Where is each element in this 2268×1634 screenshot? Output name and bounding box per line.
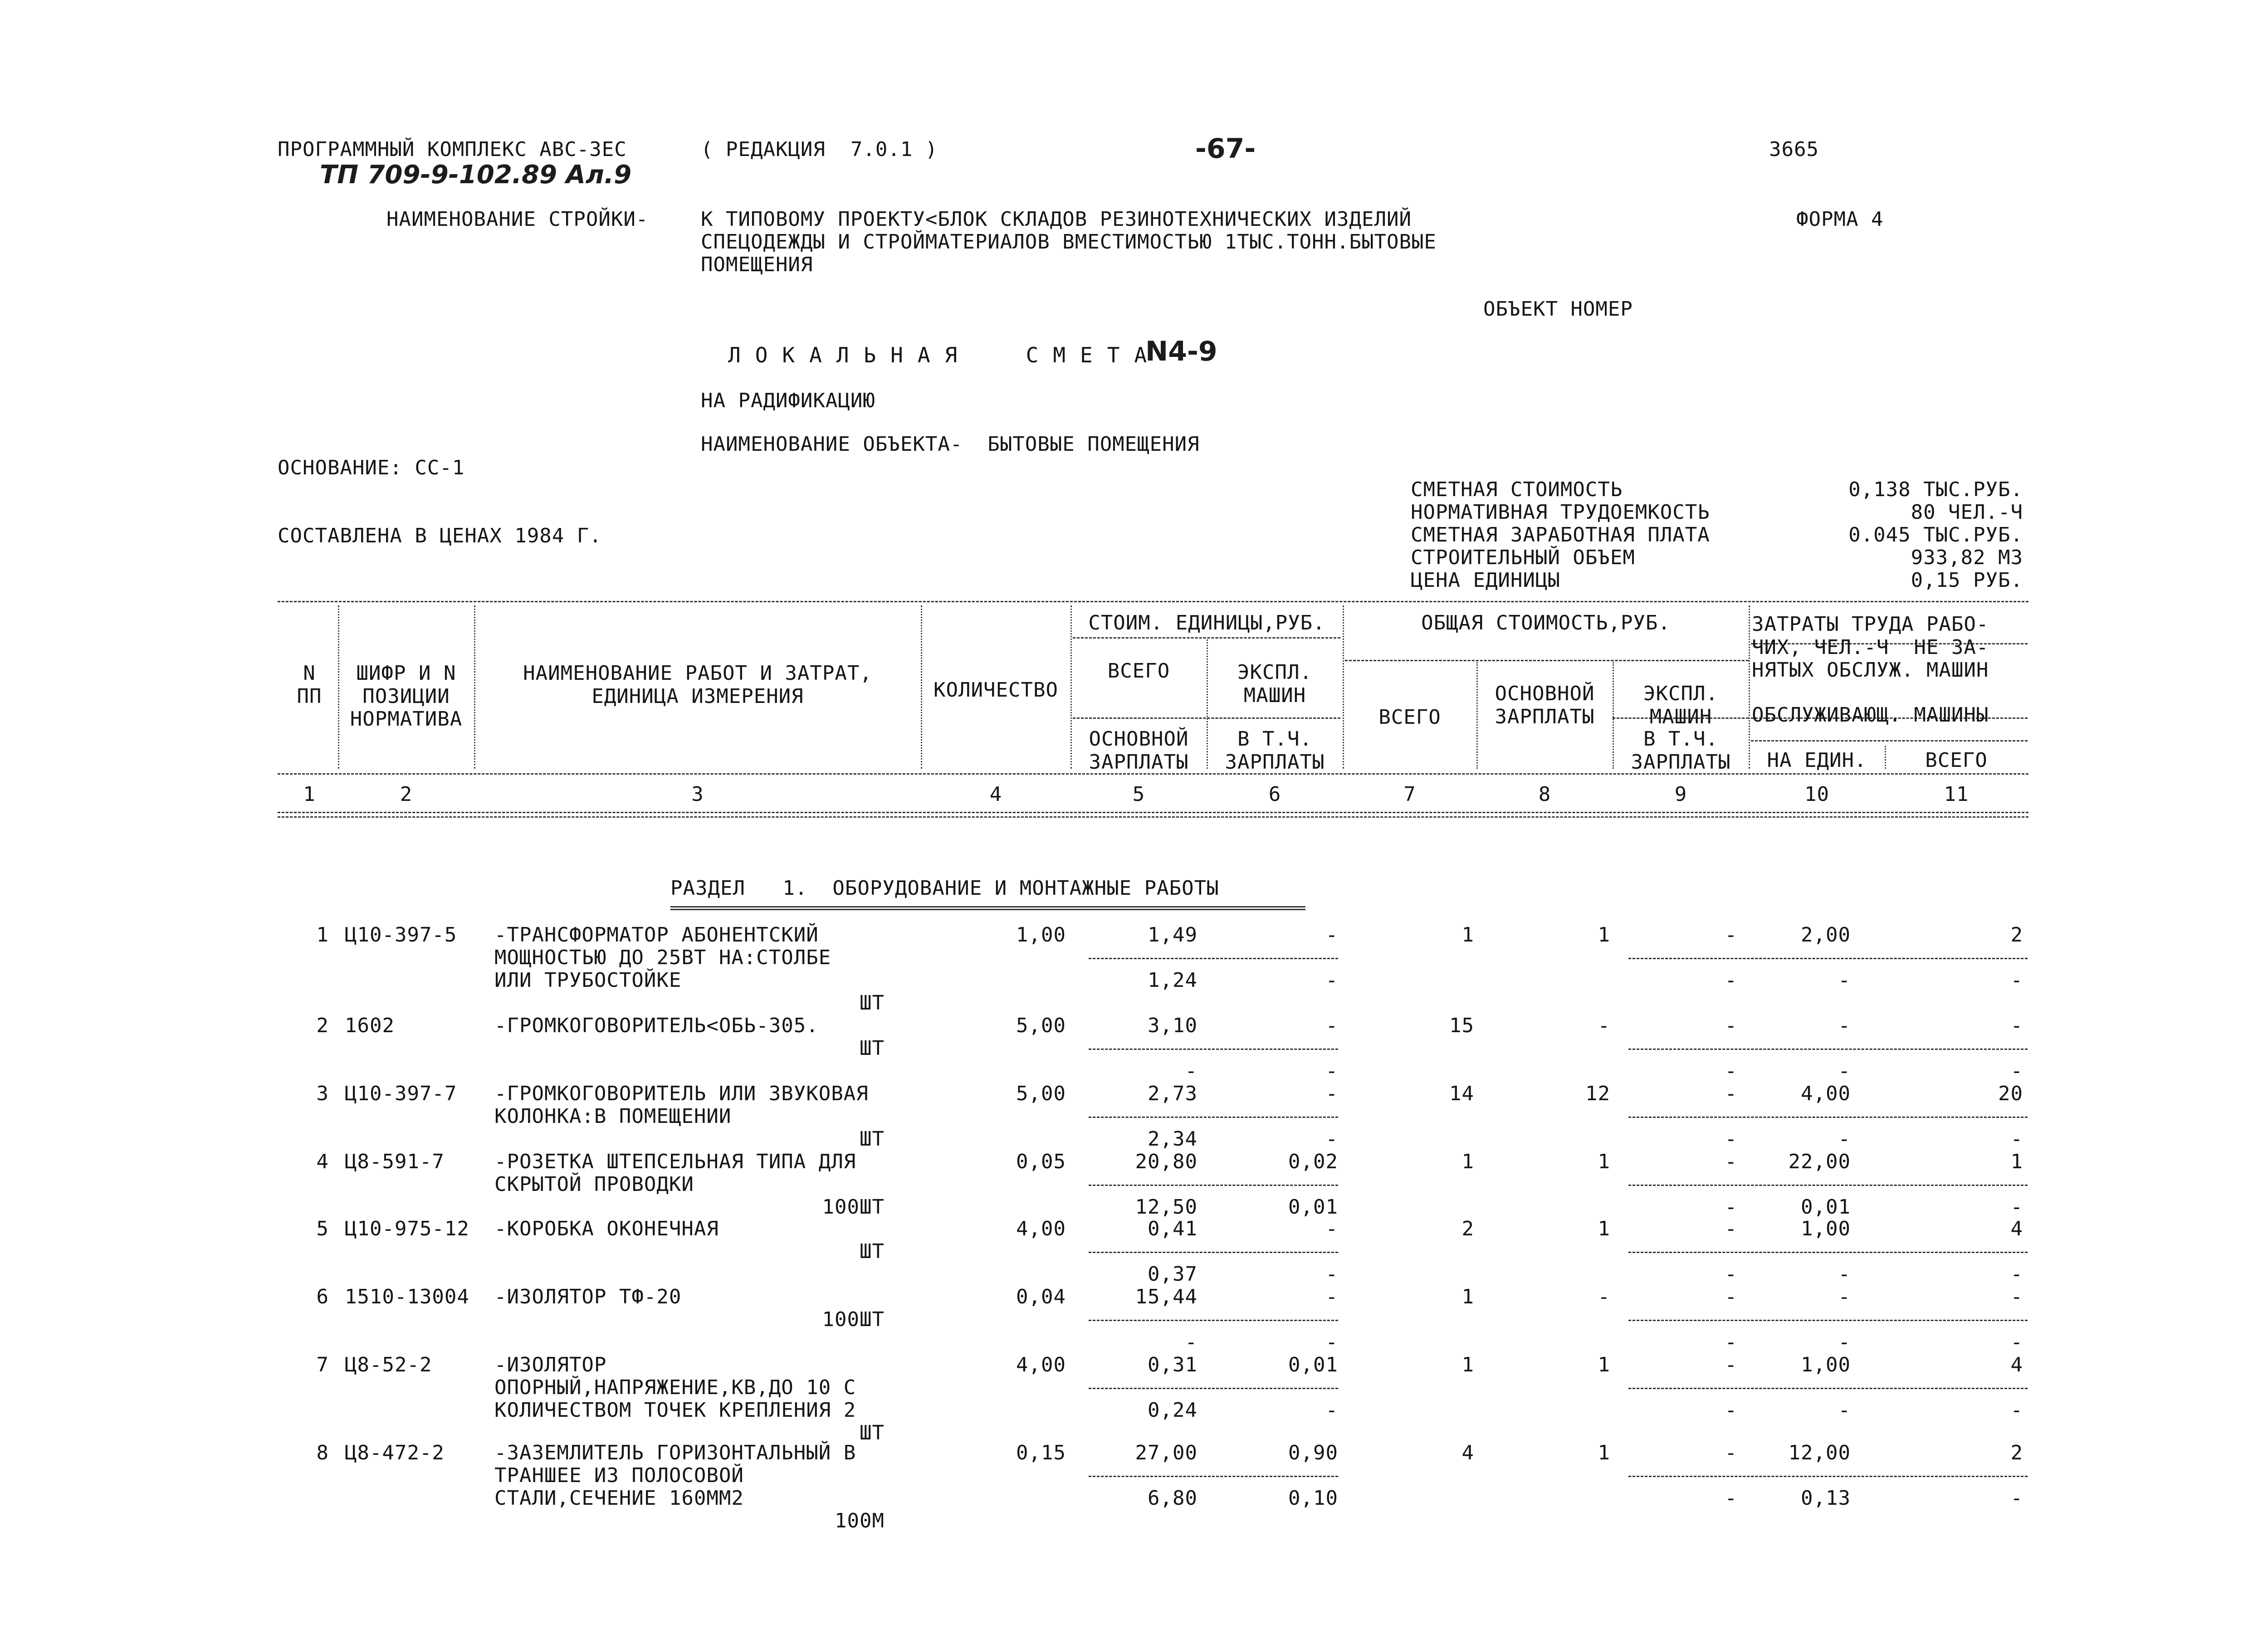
row-total: 1 (1461, 923, 1474, 946)
row-subtotal-rule (1628, 1117, 2028, 1118)
construction-line-3: ПОМЕЩЕНИЯ (701, 253, 813, 276)
row-total-base-pay: 1 (1598, 1441, 1610, 1464)
row-name-line: -ИЗОЛЯТОР (494, 1353, 607, 1376)
row-labor-total: 2 (2010, 1441, 2023, 1464)
col-name: НАИМЕНОВАНИЕ РАБОТ И ЗАТРАТ, ЕДИНИЦА ИЗМЕРЕНИЯ (523, 662, 872, 708)
row-subtotal-rule (1628, 958, 2028, 959)
row-labor-serv-total: - (2010, 969, 2023, 992)
row-total-incl-pay: - (1725, 969, 1737, 992)
row-number: 3 (316, 1082, 329, 1105)
page-number: -67- (1195, 133, 1256, 165)
edition: ( РЕДАКЦИЯ 7.0.1 ) (701, 138, 938, 161)
construction-label: НАИМЕНОВАНИЕ СТРОЙКИ- (386, 208, 649, 231)
row-total: 1 (1461, 1150, 1474, 1173)
row-total-expl: - (1725, 1014, 1737, 1037)
row-unit-base-pay: 6,80 (1148, 1487, 1198, 1510)
summary-label: ЦЕНА ЕДИНИЦЫ (1411, 569, 1560, 592)
row-total-expl: - (1725, 1441, 1737, 1464)
row-unit-total: 20,80 (1135, 1150, 1198, 1173)
row-unit-expl: - (1325, 923, 1338, 946)
row-total-base-pay: 1 (1598, 1217, 1610, 1240)
basis: ОСНОВАНИЕ: СС-1 (278, 456, 465, 479)
row-subtotal-rule (1089, 1049, 1338, 1050)
row-unit-expl: 0,02 (1288, 1150, 1338, 1173)
row-quantity: 4,00 (1016, 1217, 1066, 1240)
row-name-line: -КОРОБКА ОКОНЕЧНАЯ (494, 1217, 719, 1240)
row-total-expl: - (1725, 1285, 1737, 1308)
row-total: 15 (1449, 1014, 1474, 1037)
row-code: Ц8-52-2 (345, 1353, 432, 1376)
row-code: Ц10-397-5 (345, 923, 457, 946)
summary-value: 0.045 ТЫС.РУБ. (1848, 523, 2023, 546)
row-labor-total: 2 (2010, 923, 2023, 946)
row-labor-serv-total: - (2010, 1331, 2023, 1354)
col-cipher: ШИФР И N ПОЗИЦИИ НОРМАТИВА (350, 662, 463, 731)
row-code: Ц10-975-12 (345, 1217, 469, 1240)
row-total-incl-pay: - (1725, 1331, 1737, 1354)
row-name-line: ТРАНШЕЕ ИЗ ПОЛОСОВОЙ (494, 1464, 744, 1487)
program-name: ПРОГРАММНЫЙ КОМПЛЕКС АВС-ЗЕС (278, 138, 627, 161)
row-unit-incl-pay: 0,10 (1288, 1487, 1338, 1510)
row-total-base-pay: - (1598, 1285, 1610, 1308)
col-unit-base-pay: ОСНОВНОЙ ЗАРПЛАТЫ (1089, 727, 1189, 774)
row-name-line: МОЩНОСТЬЮ ДО 25ВТ НА:СТОЛБЕ (494, 946, 831, 969)
row-unit-base-pay: 0,37 (1148, 1263, 1198, 1286)
row-number: 2 (316, 1014, 329, 1037)
row-unit-incl-pay: - (1325, 969, 1338, 992)
row-quantity: 4,00 (1016, 1353, 1066, 1376)
row-total-expl: - (1725, 1082, 1737, 1105)
col-per-unit: НА ЕДИН. (1767, 749, 1867, 772)
col-unit-incl-pay: В Т.Ч. ЗАРПЛАТЫ (1225, 727, 1325, 774)
row-number: 7 (316, 1353, 329, 1376)
row-total-base-pay: - (1598, 1014, 1610, 1037)
row-subtotal-rule (1628, 1476, 2028, 1477)
col-total-cost: ОБЩАЯ СТОИМОСТЬ,РУБ. (1421, 611, 1671, 634)
row-subtotal-rule (1089, 1252, 1338, 1253)
col-unit-expl: ЭКСПЛ. МАШИН (1237, 661, 1312, 707)
row-total: 1 (1461, 1285, 1474, 1308)
row-labor-serv-total: - (2010, 1399, 2023, 1422)
object-name: НАИМЕНОВАНИЕ ОБЪЕКТА- БЫТОВЫЕ ПОМЕЩЕНИЯ (701, 433, 1200, 456)
row-quantity: 1,00 (1016, 923, 1066, 946)
summary-label: СМЕТНАЯ ЗАРАБОТНАЯ ПЛАТА (1411, 523, 1710, 546)
row-unit: ШТ (860, 1037, 885, 1060)
column-number: 11 (1944, 783, 1969, 806)
row-quantity: 5,00 (1016, 1082, 1066, 1105)
row-name-line: КОЛИЧЕСТВОМ ТОЧЕК КРЕПЛЕНИЯ 2 (494, 1399, 856, 1422)
row-subtotal-rule (1628, 1388, 2028, 1389)
row-code: Ц8-472-2 (345, 1441, 445, 1464)
col-all: ВСЕГО (1925, 749, 1988, 772)
row-total-base-pay: 1 (1598, 1150, 1610, 1173)
col-n-pp: N ПП (297, 662, 322, 708)
column-number: 2 (400, 783, 413, 806)
row-unit: ШТ (860, 991, 885, 1015)
row-number: 8 (316, 1441, 329, 1464)
price-level: СОСТАВЛЕНА В ЦЕНАХ 1984 Г. (278, 524, 602, 547)
summary-label: СМЕТНАЯ СТОИМОСТЬ (1411, 478, 1623, 501)
col-total-all: ВСЕГО (1378, 706, 1441, 729)
row-total-expl: - (1725, 923, 1737, 946)
row-unit-total: 27,00 (1135, 1441, 1198, 1464)
column-number: 10 (1804, 783, 1829, 806)
row-unit-base-pay: 2,34 (1148, 1127, 1198, 1151)
row-unit-incl-pay: 0,01 (1288, 1195, 1338, 1219)
row-labor-unit: 4,00 (1801, 1082, 1851, 1105)
row-labor-unit: 12,00 (1788, 1441, 1851, 1464)
row-labor-serv-total: - (2010, 1487, 2023, 1510)
row-total-base-pay: 12 (1585, 1082, 1610, 1105)
row-subtotal-rule (1089, 1320, 1338, 1321)
construction-line-1: К ТИПОВОМУ ПРОЕКТУ<БЛОК СКЛАДОВ РЕЗИНОТЕХНИЧЕСКИХ ИЗДЕЛИЙ (701, 208, 1412, 231)
row-labor-serv-unit: - (1838, 1331, 1851, 1354)
row-name-line: -ИЗОЛЯТОР ТФ-20 (494, 1285, 682, 1308)
row-total-incl-pay: - (1725, 1195, 1737, 1219)
row-total-incl-pay: - (1725, 1487, 1737, 1510)
row-name-line: -РОЗЕТКА ШТЕПСЕЛЬНАЯ ТИПА ДЛЯ (494, 1150, 856, 1173)
summary-value: 80 ЧЕЛ.-Ч (1911, 501, 2023, 524)
construction-line-2: СПЕЦОДЕЖДЫ И СТРОЙМАТЕРИАЛОВ ВМЕСТИМОСТЬЮ 1ТЫС.ТОНН.БЫТОВЫЕ (701, 230, 1437, 254)
row-unit-base-pay: 1,24 (1148, 969, 1198, 992)
row-total: 4 (1461, 1441, 1474, 1464)
row-total-incl-pay: - (1725, 1263, 1737, 1286)
row-labor-serv-unit: 0,13 (1801, 1487, 1851, 1510)
row-total-incl-pay: - (1725, 1127, 1737, 1151)
column-number: 6 (1268, 783, 1281, 806)
row-labor-unit: 1,00 (1801, 1353, 1851, 1376)
row-labor-unit: - (1838, 1014, 1851, 1037)
row-quantity: 0,15 (1016, 1441, 1066, 1464)
row-total: 2 (1461, 1217, 1474, 1240)
row-labor-serv-unit: - (1838, 1127, 1851, 1151)
row-code: Ц10-397-7 (345, 1082, 457, 1105)
column-number: 7 (1403, 783, 1416, 806)
row-subtotal-rule (1089, 958, 1338, 959)
row-subtotal-rule (1089, 1117, 1338, 1118)
row-unit-base-pay: 12,50 (1135, 1195, 1198, 1219)
col-unit-cost: СТОИМ. ЕДИНИЦЫ,РУБ. (1088, 611, 1325, 634)
row-subtotal-rule (1089, 1476, 1338, 1477)
row-unit-total: 1,49 (1148, 923, 1198, 946)
row-labor-serv-total: - (2010, 1127, 2023, 1151)
column-number: 4 (989, 783, 1002, 806)
col-labor-serv: ОБСЛУЖИВАЮЩ. МАШИНЫ (1752, 703, 1989, 727)
col-quantity: КОЛИЧЕСТВО (934, 678, 1058, 702)
summary-value: 933,82 МЗ (1911, 546, 2023, 569)
row-name-line: ИЛИ ТРУБОСТОЙКЕ (494, 969, 682, 992)
column-number: 5 (1132, 783, 1145, 806)
row-total-expl: - (1725, 1150, 1737, 1173)
summary-label: НОРМАТИВНАЯ ТРУДОЕМКОСТЬ (1411, 501, 1710, 524)
summary-value: 0,15 РУБ. (1911, 569, 2023, 592)
row-unit-incl-pay: - (1325, 1263, 1338, 1286)
row-unit-base-pay: - (1185, 1331, 1198, 1354)
row-labor-unit: 1,00 (1801, 1217, 1851, 1240)
row-number: 6 (316, 1285, 329, 1308)
row-unit-total: 0,31 (1148, 1353, 1198, 1376)
summary-label: СТРОИТЕЛЬНЫЙ ОБЪЕМ (1411, 546, 1635, 569)
row-labor-unit: 22,00 (1788, 1150, 1851, 1173)
row-labor-serv-total: - (2010, 1059, 2023, 1083)
row-labor-serv-total: - (2010, 1195, 2023, 1219)
row-name-line: -ГРОМКОГОВОРИТЕЛЬ ИЛИ ЗВУКОВАЯ (494, 1082, 869, 1105)
row-unit-incl-pay: - (1325, 1331, 1338, 1354)
row-total-expl: - (1725, 1217, 1737, 1240)
row-subtotal-rule (1089, 1185, 1338, 1186)
smeta-number: N4-9 (1145, 336, 1217, 367)
row-labor-serv-unit: - (1838, 1263, 1851, 1286)
row-labor-total: - (2010, 1285, 2023, 1308)
row-subtotal-rule (1628, 1320, 2028, 1321)
row-code: 1510-13004 (345, 1285, 469, 1308)
col-total-expl: ЭКСПЛ. МАШИН (1643, 682, 1718, 728)
row-unit-total: 15,44 (1135, 1285, 1198, 1308)
smeta-subject: НА РАДИФИКАЦИЮ (701, 389, 875, 412)
row-number: 4 (316, 1150, 329, 1173)
object-number: ОБЪЕКТ НОМЕР (1483, 298, 1633, 321)
row-total-incl-pay: - (1725, 1059, 1737, 1083)
column-number: 9 (1674, 783, 1687, 806)
col-total-incl-pay: В Т.Ч. ЗАРПЛАТЫ (1631, 727, 1731, 774)
row-quantity: 0,05 (1016, 1150, 1066, 1173)
row-labor-serv-unit: - (1838, 969, 1851, 992)
row-labor-unit: 2,00 (1801, 923, 1851, 946)
row-unit-expl: - (1325, 1014, 1338, 1037)
row-labor-serv-unit: - (1838, 1399, 1851, 1422)
document-number: 3665 (1769, 138, 1819, 161)
row-unit: 100М (835, 1509, 885, 1532)
row-unit: 100ШТ (822, 1308, 885, 1331)
form-number: ФОРМА 4 (1796, 208, 1884, 231)
project-code-handwritten: ТП 709-9-102.89 Ал.9 (320, 160, 632, 190)
row-unit-expl: 0,90 (1288, 1441, 1338, 1464)
row-unit-base-pay: - (1185, 1059, 1198, 1083)
col-labor: ЗАТРАТЫ ТРУДА РАБО- ЧИХ, ЧЕЛ.-Ч НЕ ЗА- НЯТЫХ ОБСЛУЖ. МАШИН (1752, 613, 1989, 682)
row-code: Ц8-591-7 (345, 1150, 445, 1173)
row-code: 1602 (345, 1014, 395, 1037)
row-subtotal-rule (1628, 1049, 2028, 1050)
row-labor-unit: - (1838, 1285, 1851, 1308)
row-unit: ШТ (860, 1421, 885, 1444)
row-name-line: ОПОРНЫЙ,НАПРЯЖЕНИЕ,КВ,ДО 10 С (494, 1376, 856, 1399)
row-name-line: -ГРОМКОГОВОРИТЕЛЬ<ОБЬ-305. (494, 1014, 819, 1037)
row-unit-expl: 0,01 (1288, 1353, 1338, 1376)
row-subtotal-rule (1628, 1185, 2028, 1186)
row-unit-base-pay: 0,24 (1148, 1399, 1198, 1422)
row-labor-total: - (2010, 1014, 2023, 1037)
row-name-line: КОЛОНКА:В ПОМЕЩЕНИИ (494, 1105, 732, 1128)
smeta-title: ЛОКАЛЬНАЯ СМЕТА (728, 343, 1162, 367)
row-labor-serv-unit: 0,01 (1801, 1195, 1851, 1219)
row-name-line: -ЗАЗЕМЛИТЕЛЬ ГОРИЗОНТАЛЬНЫЙ В (494, 1441, 856, 1464)
row-name-line: -ТРАНСФОРМАТОР АБОНЕНТСКИЙ (494, 923, 819, 946)
row-unit-incl-pay: - (1325, 1399, 1338, 1422)
col-unit-total: ВСЕГО (1107, 659, 1170, 683)
row-unit: ШТ (860, 1127, 885, 1151)
column-number: 8 (1538, 783, 1551, 806)
col-total-base-pay: ОСНОВНОЙ ЗАРПЛАТЫ (1495, 682, 1595, 728)
summary-value: 0,138 ТЫС.РУБ. (1848, 478, 2023, 501)
row-unit-total: 3,10 (1148, 1014, 1198, 1037)
row-labor-serv-unit: - (1838, 1059, 1851, 1083)
row-labor-total: 20 (1998, 1082, 2023, 1105)
row-labor-total: 4 (2010, 1217, 2023, 1240)
row-unit-total: 0,41 (1148, 1217, 1198, 1240)
row-unit-expl: - (1325, 1217, 1338, 1240)
section-title: РАЗДЕЛ 1. ОБОРУДОВАНИЕ И МОНТАЖНЫЕ РАБОТЫ (670, 877, 1219, 900)
row-name-line: СКРЫТОЙ ПРОВОДКИ (494, 1173, 694, 1196)
row-unit-incl-pay: - (1325, 1059, 1338, 1083)
row-unit-expl: - (1325, 1082, 1338, 1105)
row-subtotal-rule (1628, 1252, 2028, 1253)
column-number: 3 (691, 783, 704, 806)
row-total-base-pay: 1 (1598, 1353, 1610, 1376)
row-number: 1 (316, 923, 329, 946)
row-total-expl: - (1725, 1353, 1737, 1376)
row-unit-total: 2,73 (1148, 1082, 1198, 1105)
row-total-incl-pay: - (1725, 1399, 1737, 1422)
row-total: 14 (1449, 1082, 1474, 1105)
row-labor-total: 4 (2010, 1353, 2023, 1376)
row-name-line: СТАЛИ,СЕЧЕНИЕ 160ММ2 (494, 1487, 744, 1510)
row-total: 1 (1461, 1353, 1474, 1376)
row-unit-expl: - (1325, 1285, 1338, 1308)
row-subtotal-rule (1089, 1388, 1338, 1389)
row-number: 5 (316, 1217, 329, 1240)
row-labor-serv-total: - (2010, 1263, 2023, 1286)
row-quantity: 0,04 (1016, 1285, 1066, 1308)
row-total-base-pay: 1 (1598, 923, 1610, 946)
column-number: 1 (303, 783, 316, 806)
row-unit-incl-pay: - (1325, 1127, 1338, 1151)
row-unit: 100ШТ (822, 1195, 885, 1219)
row-quantity: 5,00 (1016, 1014, 1066, 1037)
row-labor-total: 1 (2010, 1150, 2023, 1173)
row-unit: ШТ (860, 1240, 885, 1263)
